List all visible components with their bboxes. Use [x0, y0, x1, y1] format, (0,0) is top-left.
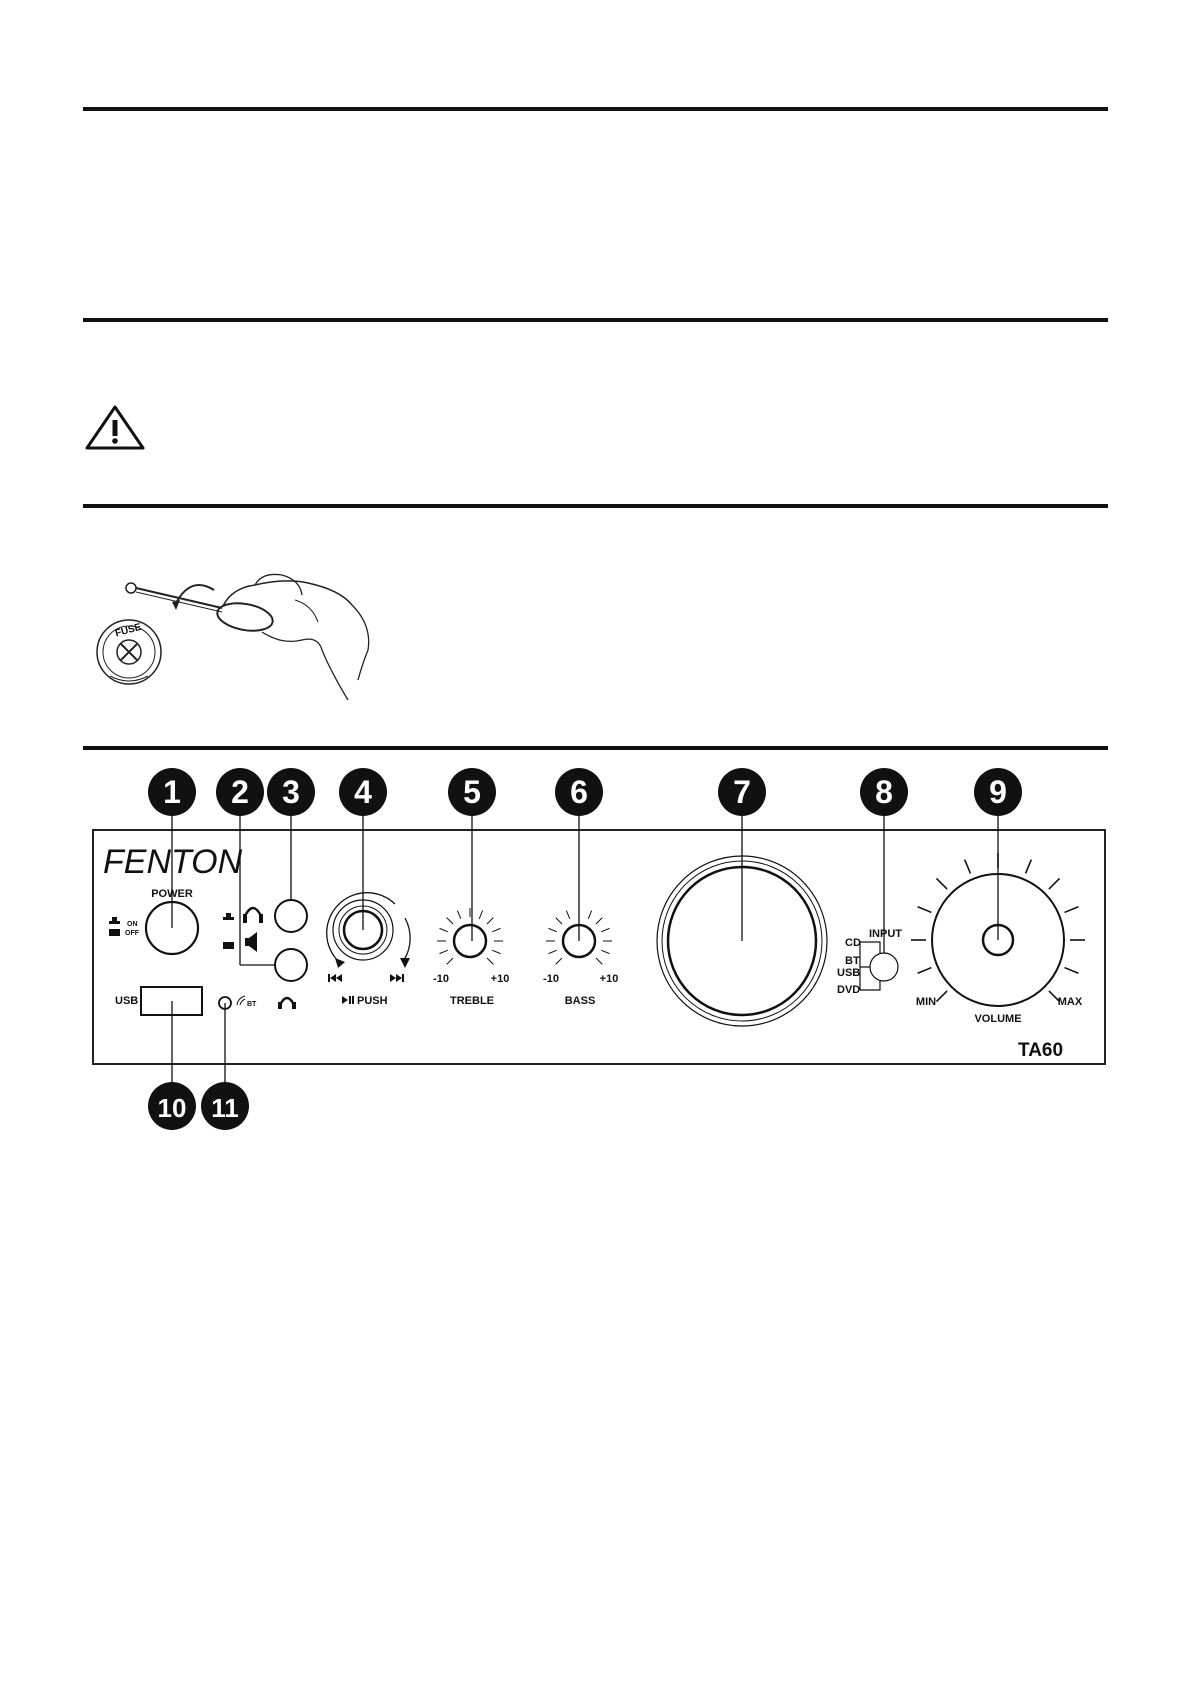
volume-scale-tick	[936, 878, 947, 889]
previous-track-icon	[328, 974, 342, 982]
bass-scale-tick	[549, 950, 557, 953]
callout-5-label: 5	[463, 774, 481, 810]
bass-max-label: +10	[599, 973, 619, 985]
screwdriver-hand-illustration	[126, 574, 369, 700]
bluetooth-icon	[237, 996, 245, 1005]
input-selector-knob[interactable]	[870, 953, 898, 981]
headphone-icon	[278, 998, 296, 1009]
bass-label: BASS	[564, 995, 596, 1007]
treble-scale-tick	[440, 928, 448, 931]
fuse-label: FUSE	[114, 621, 143, 640]
push-knob[interactable]	[327, 893, 410, 968]
input-option-dvd: DVD	[837, 984, 861, 996]
treble-scale-tick	[487, 918, 493, 924]
volume-scale-tick	[965, 860, 971, 874]
treble-scale-tick	[487, 958, 493, 964]
volume-max-label: MAX	[1057, 996, 1083, 1008]
treble-scale-tick	[492, 928, 500, 931]
brand-logo	[103, 843, 243, 881]
callout-9-label: 9	[989, 774, 1007, 810]
bass-scale-tick	[549, 928, 557, 931]
model-label: TA60	[1018, 1040, 1064, 1061]
volume-scale-tick	[936, 991, 947, 1002]
treble-min-label: -10	[433, 973, 449, 985]
off-label: OFF	[125, 930, 139, 937]
volume-scale-tick	[1065, 907, 1079, 913]
on-label: ON	[127, 921, 138, 928]
callout-2-label: 2	[231, 774, 249, 810]
treble-scale-tick	[479, 911, 482, 919]
front-panel	[93, 830, 1105, 1064]
bass-scale-tick	[601, 950, 609, 953]
next-track-icon	[390, 974, 404, 982]
volume-scale-tick	[918, 968, 932, 974]
volume-scale-tick	[1065, 968, 1079, 974]
speaker-switch[interactable]	[275, 900, 307, 932]
bass-scale-tick	[601, 928, 609, 931]
callout-7-label: 7	[733, 774, 751, 810]
warning-icon	[87, 407, 143, 448]
input-option-usb: USB	[837, 967, 861, 979]
volume-scale-tick	[1049, 878, 1060, 889]
treble-scale-tick	[457, 911, 460, 919]
input-option-bt: BT	[845, 955, 860, 967]
headphone-speaker-icon	[223, 908, 263, 952]
callout-10-label: 10	[157, 1093, 187, 1123]
svg-text:FENTON: FENTON	[103, 843, 243, 881]
callout-8-label: 8	[875, 774, 893, 810]
treble-scale-tick	[440, 950, 448, 953]
callout-markers	[148, 768, 1022, 1130]
bass-min-label: -10	[543, 973, 559, 985]
power-label: POWER	[151, 888, 193, 900]
treble-max-label: +10	[490, 973, 510, 985]
bass-scale-tick	[566, 911, 569, 919]
fuse-holder-illustration	[97, 620, 161, 684]
volume-scale-tick	[918, 907, 932, 913]
bass-scale-tick	[596, 918, 602, 924]
bass-scale-tick	[556, 958, 562, 964]
treble-scale-tick	[447, 918, 453, 924]
callout-3-label: 3	[282, 774, 300, 810]
on-off-indicator-icon	[109, 917, 120, 936]
input-label: INPUT	[869, 928, 902, 940]
push-label: PUSH	[357, 995, 388, 1007]
callout-6-label: 6	[570, 774, 588, 810]
play-pause-icon	[342, 996, 354, 1004]
volume-label: VOLUME	[974, 1013, 1022, 1025]
callout-1-label: 1	[163, 774, 181, 810]
volume-scale-tick	[1026, 860, 1032, 874]
treble-scale-tick	[492, 950, 500, 953]
callout-11-label: 11	[211, 1093, 239, 1123]
treble-knob[interactable]	[454, 925, 486, 957]
treble-scale-tick	[447, 958, 453, 964]
callout-4-label: 4	[354, 774, 372, 810]
bass-scale-tick	[556, 918, 562, 924]
bass-scale-tick	[596, 958, 602, 964]
bt-label: BT	[247, 1001, 257, 1008]
volume-min-label: MIN	[915, 996, 937, 1008]
input-option-cd: CD	[845, 937, 861, 949]
headphone-jack[interactable]	[275, 949, 307, 981]
usb-label: USB	[115, 995, 139, 1007]
treble-label: TREBLE	[450, 995, 494, 1007]
bass-scale-tick	[588, 911, 591, 919]
